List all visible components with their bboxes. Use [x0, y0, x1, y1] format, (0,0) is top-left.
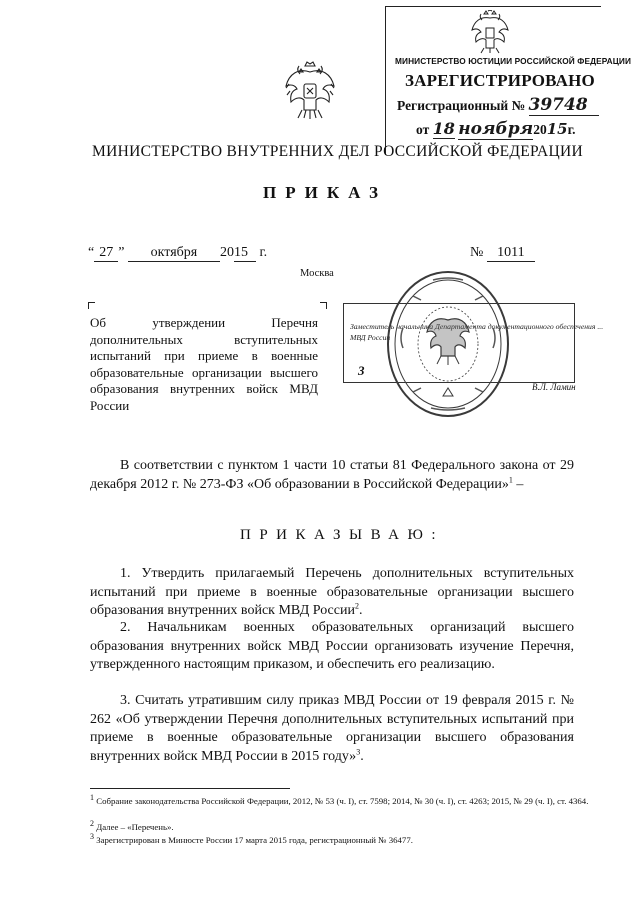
registration-date-day: 18: [432, 119, 455, 138]
order-day: 27: [94, 245, 118, 262]
registration-date-suffix: г.: [567, 122, 576, 137]
order-number-line: [470, 245, 535, 262]
decree-heading: ПРИКАЗЫВАЮ:: [240, 527, 445, 543]
preamble-text: В соответствии с пунктом 1 части 10 статьи 81 Федерального закона от 29 декабря 2012 г. № 273-ФЗ «Об образовании в Российской Федерации»: [90, 458, 574, 492]
order-subject: Об утверждении Перечня дополнительных вступительных испытаний при приеме в военные образовательные организации высшего образования внутренних войск МВД России: [90, 315, 318, 413]
registration-date-line: [416, 119, 576, 140]
order-year-suffix: 15: [234, 245, 256, 262]
quote-close: ”: [118, 245, 125, 260]
order-title: ПРИКАЗ: [263, 183, 387, 202]
footnote-separator: [90, 788, 290, 789]
footnote-3-text: Зарегистрирован в Минюсте России 17 марта 2015 года, регистрационный № 36477.: [94, 835, 413, 845]
registration-date-prefix: от: [416, 122, 430, 137]
item-3-end: .: [360, 748, 364, 764]
footnote-2: [90, 819, 590, 834]
footnote-1-text: Собрание законодательства Российской Федерации, 2012, № 53 (ч. I), ст. 7598; 2014, № 30 (ч. I), ст. 4263; 2015, № 29 (ч. I), ст. 4364.: [94, 796, 589, 806]
item-3-footnote-mark: 3: [356, 746, 361, 756]
registration-ministry: МИНИСТЕРСТВО ЮСТИЦИИ РОССИЙСКОЙ ФЕДЕРАЦИИ: [395, 56, 632, 66]
preamble-paragraph: [90, 457, 574, 494]
registration-number-label: Регистрационный №: [397, 98, 526, 113]
item-1-paragraph: [90, 565, 574, 621]
order-month: октября: [128, 245, 220, 262]
footnote-2-mark: 2: [90, 819, 94, 829]
registration-date-month: ноября: [458, 119, 534, 139]
preamble-end: –: [512, 476, 524, 492]
order-year-prefix: 20: [219, 245, 234, 260]
registration-date-year-prefix: 20: [533, 122, 547, 137]
round-seal-stamp: [383, 268, 513, 425]
subject-corner-left: [88, 302, 95, 309]
footnote-3: [90, 832, 590, 847]
approval-stamp-text: Заместитель начальника Департамента документационного обеспечения ... МВД России: [350, 322, 604, 342]
subject-corner-right: [320, 302, 327, 309]
approval-stamp-number: 3: [358, 363, 365, 378]
order-date: [88, 245, 267, 262]
ministry-name: МИНИСТЕРСТВО ВНУТРЕННИХ ДЕЛ РОССИЙСКОЙ ФЕДЕРАЦИИ: [92, 143, 583, 160]
order-city: Москва: [300, 268, 334, 279]
registration-title: ЗАРЕГИСТРИРОВАНО: [405, 71, 595, 90]
item-1-end: .: [358, 603, 363, 618]
registration-number-line: [397, 95, 599, 116]
quote-open: “: [88, 245, 95, 260]
item-3-text: 3. Считать утратившим силу приказ МВД России от 19 февраля 2015 г. № 262 «Об утверждении Перечня дополнительных вступительных испытаний при приеме в военные образовательные организации высшего образования внутренних войск МВД России в 2015 году»: [90, 693, 574, 764]
double-headed-eagle-emblem: [284, 60, 336, 122]
order-year-mark: г.: [259, 245, 268, 260]
item-2-paragraph: 2. Начальникам военных образовательных организаций высшего образования внутренних войск МВД России организовать изучение Перечня, утвержденного настоящим приказом, и обеспечить его реализацию.: [90, 620, 574, 672]
approval-stamp-signature: В.Л. Ламин: [532, 382, 576, 392]
order-number-label: №: [470, 245, 484, 260]
preamble-footnote-mark: 1: [508, 474, 513, 484]
item-1-text: 1. Утвердить прилагаемый Перечень дополнительных вступительных испытаний при приеме в военные образовательные организации высшего образования внутренних войск МВД России: [90, 566, 574, 618]
footnote-1: [90, 793, 590, 808]
footnote-1-mark: 1: [90, 793, 94, 803]
footnote-3-mark: 3: [90, 832, 94, 842]
footnote-2-text: Далее – «Перечень».: [94, 822, 174, 832]
item-1-footnote-mark: 2: [354, 601, 359, 611]
registration-date-year-suffix: 15: [546, 120, 568, 138]
item-3-paragraph: [90, 692, 574, 766]
registration-number: 39748: [529, 95, 599, 116]
order-number: 1011: [487, 245, 535, 262]
